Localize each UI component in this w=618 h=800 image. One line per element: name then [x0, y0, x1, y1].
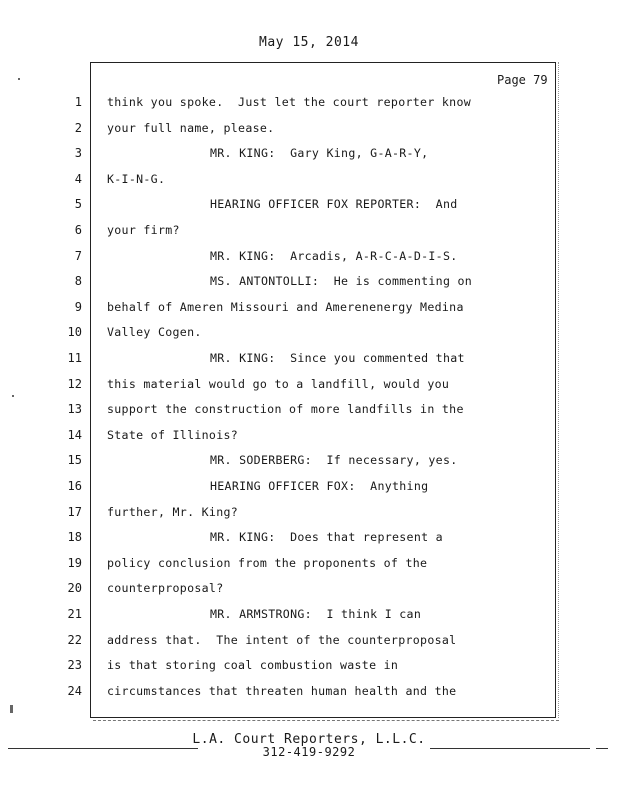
- frame-shadow: [93, 717, 559, 721]
- transcript-line: K-I-N-G.: [107, 171, 166, 186]
- line-number: 20: [67, 581, 82, 596]
- frame-edge-dots: [558, 62, 559, 718]
- line-number: 5: [74, 197, 82, 212]
- line-number: 23: [67, 658, 82, 673]
- transcript-line: support the construction of more landfills in the: [107, 402, 464, 417]
- transcript-line: further, Mr. King?: [107, 504, 239, 519]
- line-number: 15: [67, 453, 82, 468]
- transcript-line: policy conclusion from the proponents of the: [107, 555, 428, 570]
- scan-speck: [10, 705, 13, 713]
- line-number: 9: [74, 299, 82, 314]
- scan-speck: [18, 78, 20, 80]
- line-number: 14: [67, 427, 82, 442]
- line-number: 11: [67, 351, 82, 365]
- line-number: 22: [67, 632, 82, 647]
- line-number: 21: [67, 607, 82, 621]
- line-number: 10: [67, 325, 82, 340]
- transcript-line: this material would go to a landfill, would you: [107, 376, 450, 391]
- line-number: 19: [67, 555, 82, 570]
- page-number: Page 79: [497, 73, 548, 87]
- transcript-line: MR. KING: Does that represent a: [210, 530, 443, 545]
- transcript-line: HEARING OFFICER FOX REPORTER: And: [210, 197, 458, 212]
- line-number: 1: [74, 95, 82, 109]
- transcript-line: address that. The intent of the counterproposal: [107, 632, 457, 647]
- transcript-line: State of Illinois?: [107, 427, 239, 442]
- transcript-line: behalf of Ameren Missouri and Amerenenergy Medina: [107, 299, 464, 314]
- transcript-line: counterproposal?: [107, 581, 224, 596]
- line-number: 13: [67, 402, 82, 417]
- transcript-line: MR. KING: Gary King, G-A-R-Y,: [210, 146, 429, 161]
- transcript-line: MR. SODERBERG: If necessary, yes.: [210, 453, 458, 468]
- transcript-line: Valley Cogen.: [107, 325, 202, 340]
- transcript-line: MS. ANTONTOLLI: He is commenting on: [210, 274, 473, 289]
- transcript-line: your firm?: [107, 223, 180, 237]
- transcript-line: HEARING OFFICER FOX: Anything: [210, 479, 429, 493]
- transcript-line: is that storing coal combustion waste in: [107, 658, 399, 673]
- line-number: 3: [74, 146, 82, 161]
- line-number: 17: [67, 504, 82, 519]
- line-number: 24: [67, 683, 82, 698]
- transcript-line: MR. KING: Arcadis, A-R-C-A-D-I-S.: [210, 248, 458, 263]
- transcript-line: MR. ARMSTRONG: I think I can: [210, 607, 422, 621]
- line-number: 18: [67, 530, 82, 545]
- transcript-line: think you spoke. Just let the court reporter know: [107, 95, 472, 109]
- line-number: 12: [67, 376, 82, 391]
- footer-company: L.A. Court Reporters, L.L.C.: [192, 732, 426, 747]
- line-number: 2: [74, 120, 82, 135]
- transcript-line: circumstances that threaten human health and the: [107, 683, 457, 698]
- line-number: 8: [74, 274, 82, 289]
- scan-speck: [12, 395, 14, 397]
- transcript-line: MR. KING: Since you commented that: [210, 351, 465, 365]
- line-number: 4: [74, 171, 82, 186]
- line-number: 16: [67, 479, 82, 493]
- footer-phone: 312-419-9292: [262, 745, 356, 759]
- line-number: 6: [74, 223, 82, 237]
- header-date: May 15, 2014: [259, 35, 359, 50]
- transcript-line: your full name, please.: [107, 120, 275, 135]
- line-number: 7: [74, 248, 82, 263]
